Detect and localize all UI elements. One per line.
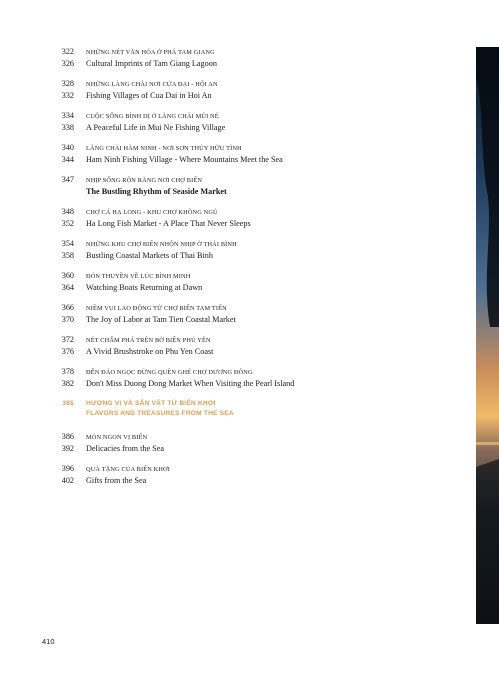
en-page-number: 358 (61, 251, 74, 260)
en-title: Delicacies from the Sea (86, 444, 164, 453)
vn-page-number: 366 (61, 303, 74, 312)
vn-page-number: 348 (61, 207, 74, 216)
vn-page-number: 340 (61, 143, 74, 152)
toc-entry[interactable] (40, 303, 440, 326)
toc-entry[interactable] (40, 111, 440, 134)
toc-entry[interactable] (40, 79, 440, 102)
vn-title: NIỀM VUI LAO ĐỘNG TỪ CHỢ BIỂN TAM TIẾN (86, 305, 227, 312)
table-of-contents (40, 47, 440, 496)
en-title: The Bustling Rhythm of Seaside Market (86, 187, 227, 196)
vn-page-number: 347 (61, 175, 74, 184)
en-page-number: 402 (61, 476, 74, 485)
vn-page-number: 334 (61, 111, 74, 120)
toc-section-heading[interactable] (40, 399, 440, 419)
vn-page-number: 322 (61, 47, 74, 56)
toc-list (40, 47, 440, 390)
vn-title: CHỢ CÁ HẠ LONG - KHU CHỢ KHÔNG NGỦ (86, 209, 218, 216)
vn-page-number: 360 (61, 271, 74, 280)
vn-page-number: 386 (61, 432, 74, 441)
vn-title: NHỮNG LÀNG CHÀI NƠI CỬA ĐẠI - HỘI AN (86, 81, 218, 88)
vn-title: LÀNG CHÀI HÀM NINH - NƠI SƠN THỦY HỮU TÌNH (86, 145, 242, 152)
vn-page-number: 354 (61, 239, 74, 248)
vn-title: NHỮNG KHU CHỢ BIỂN NHỘN NHỊP Ở THÁI BÌNH (86, 241, 237, 248)
en-page-number: 338 (61, 123, 74, 132)
en-title: The Joy of Labor at Tam Tien Coastal Market (86, 315, 236, 324)
vn-page-number: 378 (61, 367, 74, 376)
en-title: Ham Ninh Fishing Village - Where Mountains Meet the Sea (86, 155, 283, 164)
en-page-number: 352 (61, 219, 74, 228)
section-page-number: 385 (62, 400, 74, 407)
toc-entry[interactable] (40, 143, 440, 166)
en-page-number: 332 (61, 91, 74, 100)
en-title: A Vivid Brushstroke on Phu Yen Coast (86, 347, 214, 356)
toc-entry[interactable] (40, 335, 440, 358)
en-title: Fishing Villages of Cua Dai in Hoi An (86, 91, 212, 100)
vn-page-number: 372 (61, 335, 74, 344)
en-title: Bustling Coastal Markets of Thai Binh (86, 251, 213, 260)
en-page-number: 344 (61, 155, 74, 164)
toc-entry[interactable] (40, 367, 440, 390)
toc-entry[interactable] (40, 175, 440, 198)
en-title: Cultural Imprints of Tam Giang Lagoon (86, 59, 217, 68)
toc-entry[interactable] (40, 271, 440, 294)
coastal-photo-strip (476, 47, 499, 624)
toc-entry[interactable] (40, 207, 440, 230)
en-page-number: 364 (61, 283, 74, 292)
en-page-number: 326 (61, 59, 74, 68)
en-page-number: 370 (61, 315, 74, 324)
vn-title: CUỘC SỐNG BÌNH DỊ Ở LÀNG CHÀI MŨI NÉ (86, 113, 219, 120)
vn-title: NHỊP SỐNG RỘN RÀNG NƠI CHỢ BIỂN (86, 177, 203, 184)
vn-page-number: 328 (61, 79, 74, 88)
vn-title: QUÀ TẶNG CỦA BIỂN KHƠI (86, 466, 170, 473)
en-title: Gifts from the Sea (86, 476, 147, 485)
toc-entry[interactable] (40, 432, 440, 455)
en-title: Ha Long Fish Market - A Place That Never Sleeps (86, 219, 251, 228)
vn-title: NHỮNG NÉT VĂN HÓA Ở PHÁ TAM GIANG (86, 49, 215, 56)
en-title: Watching Boats Returning at Dawn (86, 283, 203, 292)
en-page-number: 392 (61, 444, 74, 453)
page-number: 410 (42, 637, 55, 646)
vn-title: ĐÓN THUYỀN VỀ LÚC BÌNH MINH (86, 273, 191, 280)
en-title: A Peaceful Life in Mui Ne Fishing Village (86, 123, 226, 132)
vn-title: ĐẾN ĐẢO NGỌC ĐỪNG QUÊN GHÉ CHỢ DƯƠNG ĐÔNG (86, 369, 253, 376)
en-page-number: 376 (61, 347, 74, 356)
en-title: Don't Miss Duong Dong Market When Visiting the Pearl Island (86, 379, 295, 388)
vn-title: MÓN NGON VỊ BIỂN (86, 434, 148, 441)
toc-entry[interactable] (40, 464, 440, 487)
vn-page-number: 396 (61, 464, 74, 473)
toc-list (40, 432, 440, 487)
toc-entry[interactable] (40, 47, 440, 70)
section-vn-title: HƯƠNG VỊ VÀ SẢN VẬT TỪ BIỂN KHƠI (86, 400, 216, 407)
vn-title: NÉT CHẤM PHÁ TRÊN BỜ BIỂN PHÚ YÊN (86, 337, 211, 344)
toc-entry[interactable] (40, 239, 440, 262)
en-page-number: 382 (61, 379, 74, 388)
section-en-title: FLAVORS AND TREASURES FROM THE SEA (86, 410, 234, 417)
